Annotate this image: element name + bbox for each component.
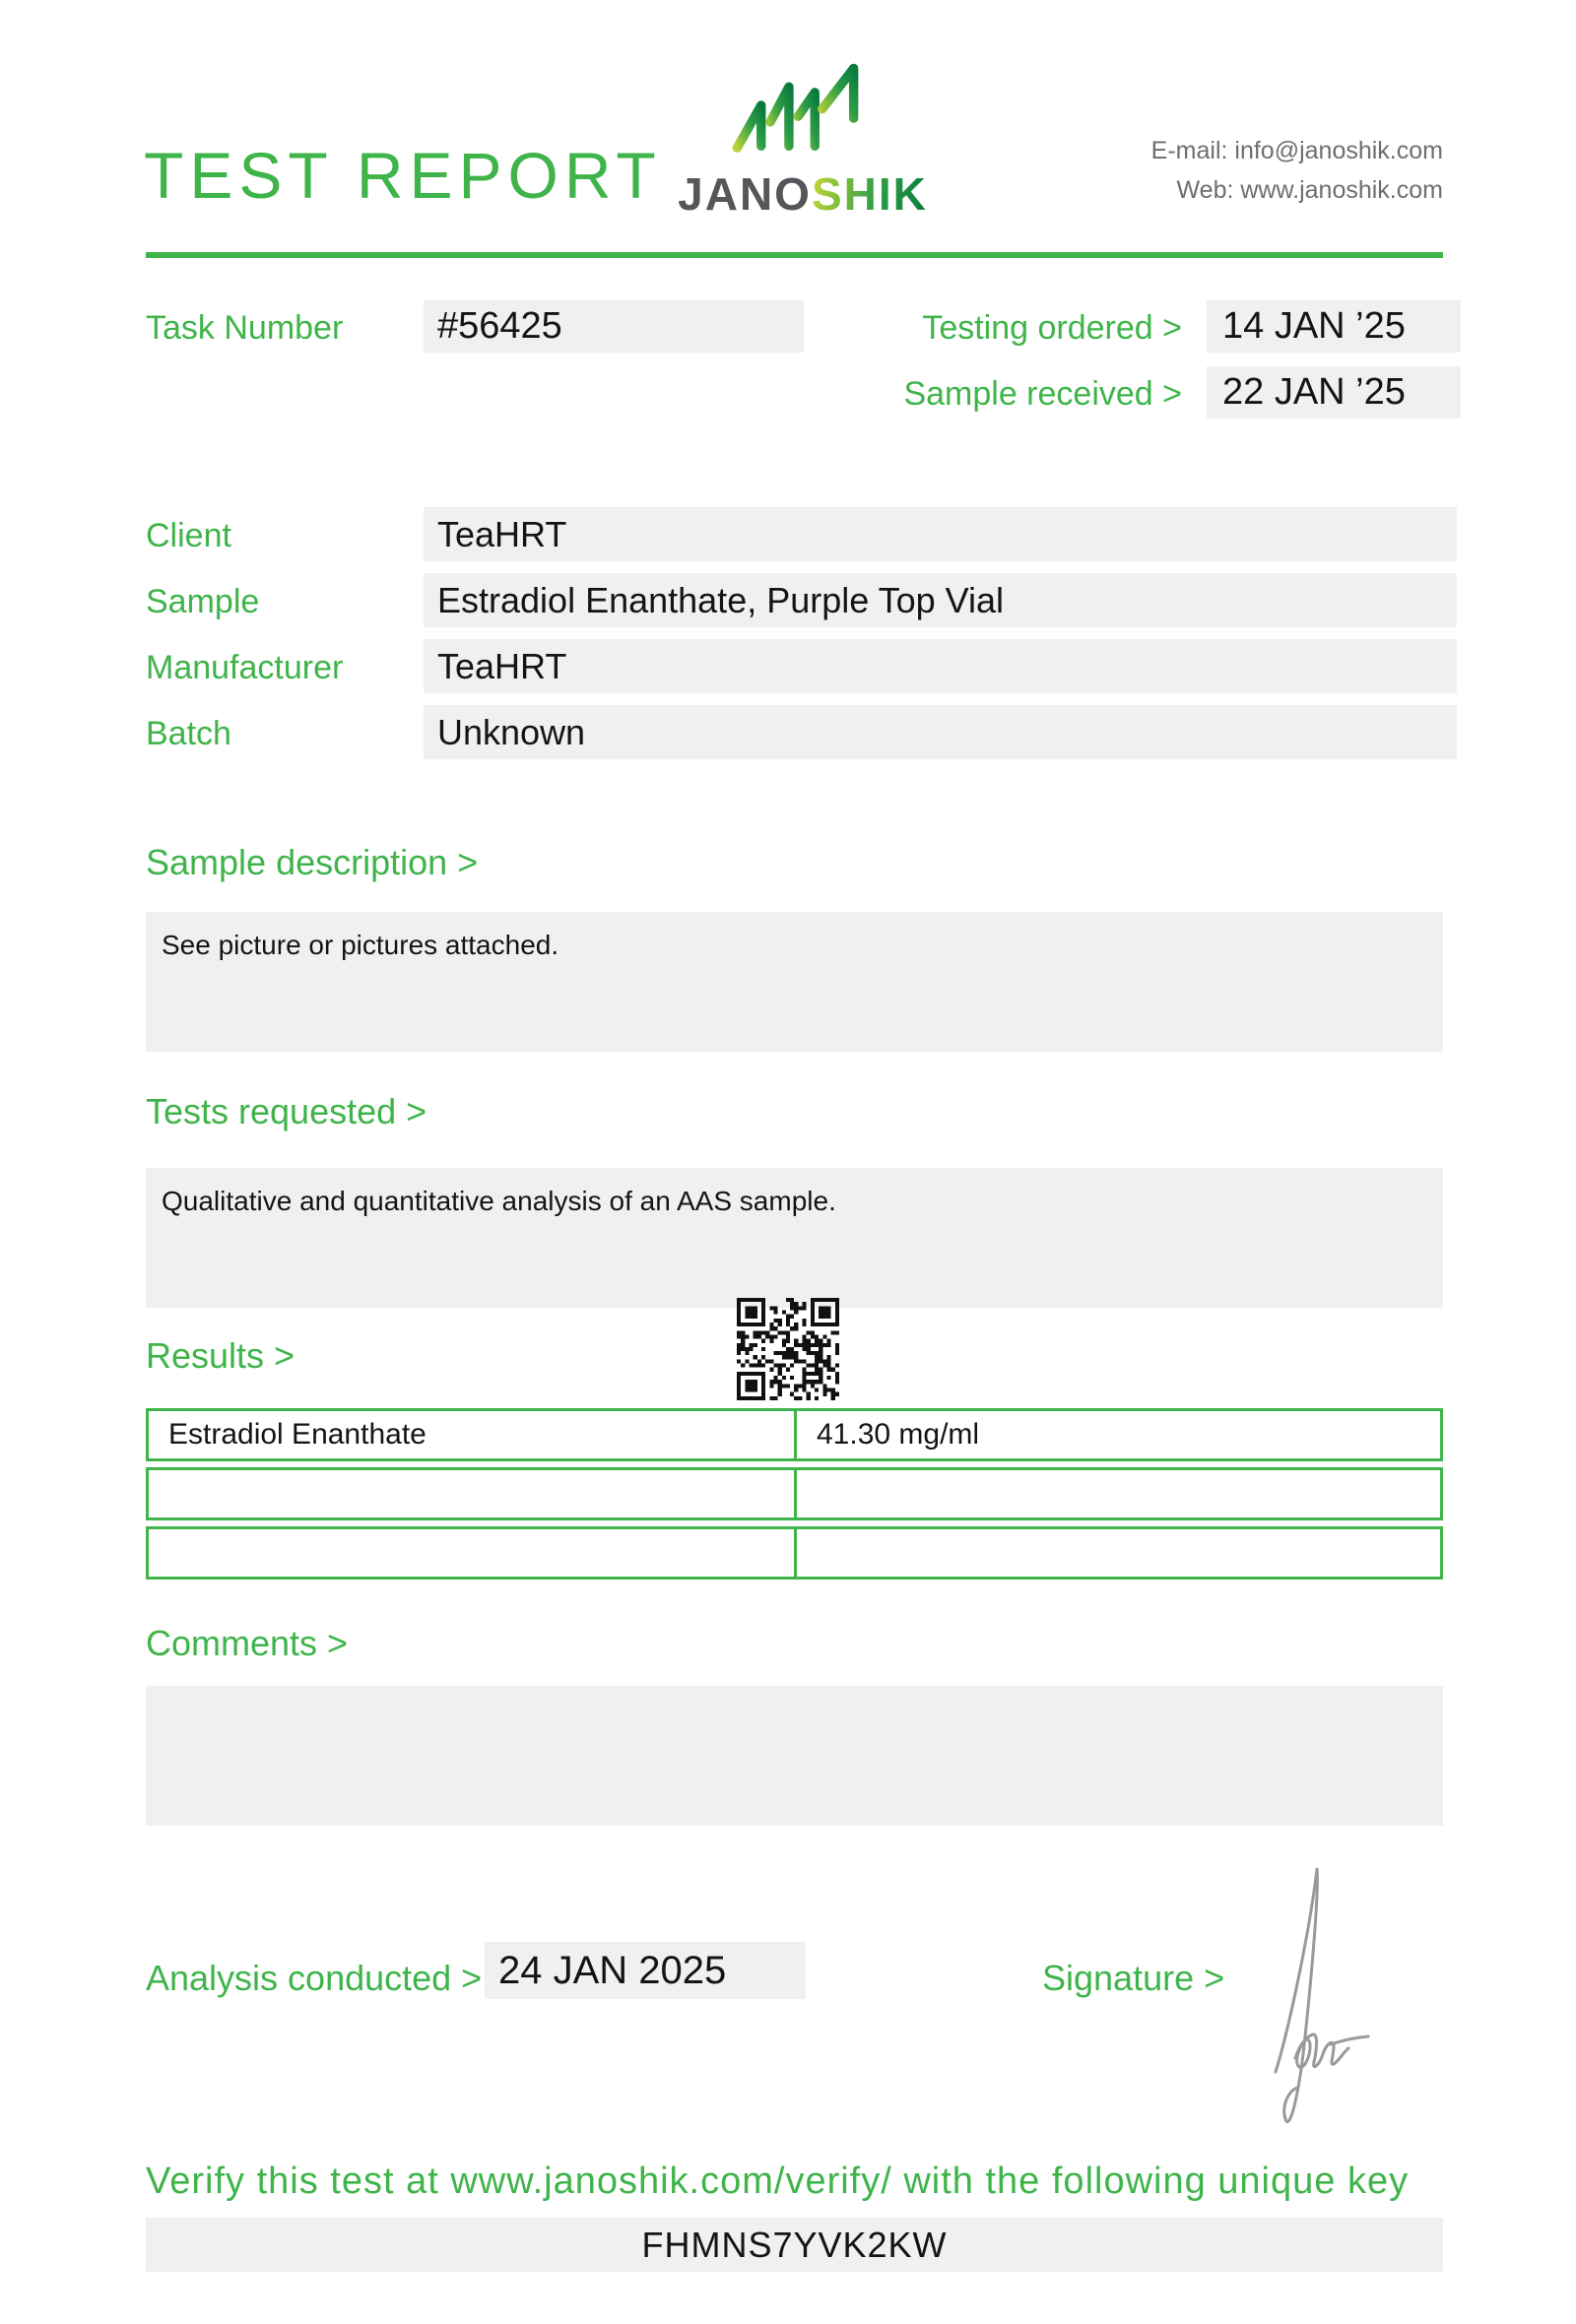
brand-name-left: JANO: [678, 168, 812, 220]
tests-requested-heading: Tests requested >: [146, 1091, 427, 1131]
sample-description-text: See picture or pictures attached.: [162, 930, 559, 960]
result-value-cell: [797, 1526, 1443, 1580]
batch-label: Batch: [146, 715, 231, 752]
brand-name-right: SHIK: [811, 168, 928, 220]
brand-wordmark: [650, 167, 955, 221]
tests-requested-text: Qualitative and quantitative analysis of an AAS sample.: [162, 1186, 836, 1216]
verify-key: FHMNS7YVK2KW: [641, 2224, 948, 2265]
results-heading: Results >: [146, 1335, 296, 1376]
sample-value: Estradiol Enanthate, Purple Top Vial: [424, 573, 1457, 627]
page-title: TEST REPORT: [144, 139, 662, 212]
task-number-value: #56425: [424, 300, 804, 353]
contact-web: Web: www.janoshik.com: [1176, 176, 1443, 204]
sample-received-value: 22 JAN ’25: [1207, 366, 1461, 419]
signature-label: Signature >: [1042, 1958, 1225, 1998]
result-value-cell: 41.30 mg/ml: [797, 1408, 1443, 1461]
result-analyte-cell: [146, 1467, 797, 1520]
table-row: [146, 1408, 1443, 1461]
testing-ordered-value: 14 JAN ’25: [1207, 300, 1461, 353]
table-row: [146, 1526, 1443, 1580]
sample-label: Sample: [146, 583, 260, 620]
sample-received-label: Sample received >: [903, 375, 1182, 413]
comments-box: [146, 1686, 1443, 1826]
contact-block: [1151, 131, 1443, 210]
growth-chart-icon: [722, 59, 884, 165]
client-label: Client: [146, 517, 231, 554]
client-value: TeaHRT: [424, 507, 1457, 561]
verify-instruction: Verify this test at www.janoshik.com/verify/ with the following unique key: [146, 2161, 1410, 2202]
result-analyte-cell: [146, 1526, 797, 1580]
verify-key-box: [146, 2218, 1443, 2272]
task-number-label: Task Number: [146, 309, 344, 347]
result-analyte-cell: Estradiol Enanthate: [146, 1408, 797, 1461]
manufacturer-label: Manufacturer: [146, 649, 344, 686]
batch-value: Unknown: [424, 705, 1457, 759]
header-divider: [146, 252, 1443, 258]
comments-heading: Comments >: [146, 1623, 349, 1663]
results-table: [146, 1402, 1443, 1585]
sample-description-heading: Sample description >: [146, 842, 479, 882]
signature-image: [1243, 1847, 1401, 2143]
sample-description-box: [146, 912, 1443, 1052]
table-row: [146, 1467, 1443, 1520]
analysis-date-value: 24 JAN 2025: [485, 1942, 806, 1999]
contact-email: E-mail: info@janoshik.com: [1150, 137, 1443, 164]
qr-code: [737, 1298, 839, 1400]
result-value-cell: [797, 1467, 1443, 1520]
manufacturer-value: TeaHRT: [424, 639, 1457, 693]
testing-ordered-label: Testing ordered >: [922, 309, 1182, 347]
tests-requested-box: [146, 1168, 1443, 1308]
analysis-conducted-label: Analysis conducted >: [146, 1958, 483, 1998]
